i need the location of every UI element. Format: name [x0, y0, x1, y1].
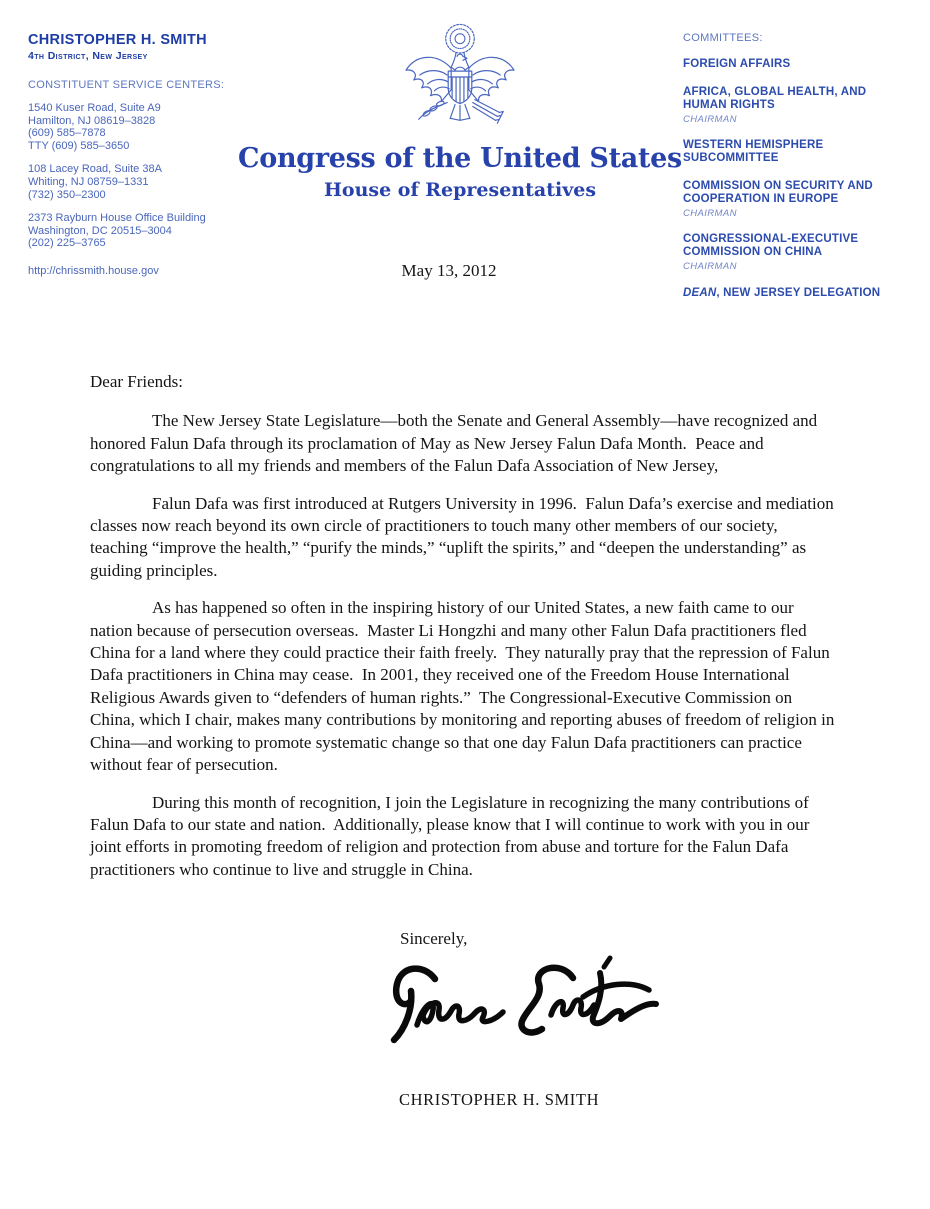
- letter-date: May 13, 2012: [401, 261, 497, 280]
- closing: Sincerely,: [400, 929, 468, 948]
- address-line: (732) 350–2300: [28, 188, 106, 201]
- committee-name: COMMISSION ON SECURITY AND COOPERATION IN EUROPE: [683, 179, 873, 205]
- committee-role: CHAIRMAN: [683, 207, 737, 219]
- committee-role: CHAIRMAN: [683, 260, 737, 272]
- committee-item: [683, 58, 893, 72]
- paragraph-1: The New Jersey State Legislature—both the Senate and General Assembly—have recognized and honored Falun Dafa through its proclamation of May as New Jersey Falun Dafa Month. Peace and congratulations to all my friends and members of the Falun Dafa Association of New Jersey,: [90, 411, 822, 476]
- committees-heading: COMMITTEES:: [683, 32, 763, 44]
- great-seal-icon: [396, 20, 524, 136]
- committee-item: [683, 86, 893, 125]
- dean-delegation-line: [683, 287, 893, 299]
- address-line: TTY (609) 585–3650: [28, 139, 130, 152]
- dean-title: DEAN: [683, 286, 717, 299]
- office-address-washington: [28, 212, 288, 250]
- committee-name: AFRICA, GLOBAL HEALTH, AND HUMAN RIGHTS: [683, 85, 867, 111]
- signer-name: CHRISTOPHER H. SMITH: [399, 1090, 600, 1109]
- address-line: 2373 Rayburn House Office Building: [28, 212, 206, 225]
- house-title: House of Representatives: [323, 179, 597, 201]
- member-name: CHRISTOPHER H. SMITH: [28, 32, 207, 48]
- salutation: Dear Friends:: [90, 372, 184, 391]
- member-district: 4th District, New Jersey: [28, 50, 148, 62]
- committee-item: [683, 139, 893, 166]
- address-line: Washington, DC 20515–3004: [28, 224, 172, 237]
- paragraph-2: Falun Dafa was first introduced at Rutgers University in 1996. Falun Dafa’s exercise and mediation classes now reach beyond its own circle of practitioners to touch many other members of our society, teaching “improve the health,” “purify the minds,” “uplift the spirits,” and “deepen the understanding” as guiding principles.: [90, 493, 838, 580]
- address-line: Hamilton, NJ 08619–3828: [28, 114, 156, 127]
- congress-header: [225, 20, 695, 201]
- address-line: (202) 225–3765: [28, 237, 106, 250]
- committee-item: [683, 180, 893, 219]
- committee-role: CHAIRMAN: [683, 113, 737, 125]
- committee-name: WESTERN HEMISPHERE SUBCOMMITTEE: [683, 138, 824, 164]
- website-url: http://chrissmith.house.gov: [28, 264, 159, 277]
- address-line: 1540 Kuser Road, Suite A9: [28, 102, 161, 114]
- service-centers-heading: CONSTITUENT SERVICE CENTERS:: [28, 79, 225, 91]
- committees-block: [683, 32, 893, 299]
- letter-body: [90, 371, 838, 896]
- signature-image: [383, 953, 665, 1055]
- address-line: 108 Lacey Road, Suite 38A: [28, 163, 162, 176]
- committee-name: FOREIGN AFFAIRS: [683, 58, 791, 70]
- committee-name: CONGRESSIONAL-EXECUTIVE COMMISSION ON CHINA: [683, 232, 859, 258]
- address-line: Whiting, NJ 08759–1331: [28, 175, 149, 188]
- address-line: (609) 585–7878: [28, 127, 106, 140]
- paragraph-4: During this month of recognition, I join the Legislature in recognizing the many contributions of Falun Dafa to our state and nation. Additionally, please know that I will continue to work with you in our joint efforts in promoting freedom of religion and protection from abuse and torture for the Falun Dafa practitioners who continue to live and struggle in China.: [90, 792, 814, 879]
- paragraph-3: As has happened so often in the inspiring history of our United States, a new faith came to our nation because of persecution overseas. Master Li Hongzhi and many other Falun Dafa practitioners fled China for a land where they could practice their faith freely. They naturally pray that the repression of Falun Dafa practitioners in China may cease. In 2001, they received one of the Freedom House International Religious Awards given to “defenders of human rights.” The Congressional-Executive Commission on China, which I chair, makes many contributions by monitoring and reporting abuses of freedom of religion in China—and working to promote systematic change so that one day Falun Dafa practitioners can practice without fear of persecution.: [90, 598, 839, 775]
- dean-rest: , NEW JERSEY DELEGATION: [716, 286, 881, 299]
- congress-title: Congress of the United States: [238, 143, 682, 174]
